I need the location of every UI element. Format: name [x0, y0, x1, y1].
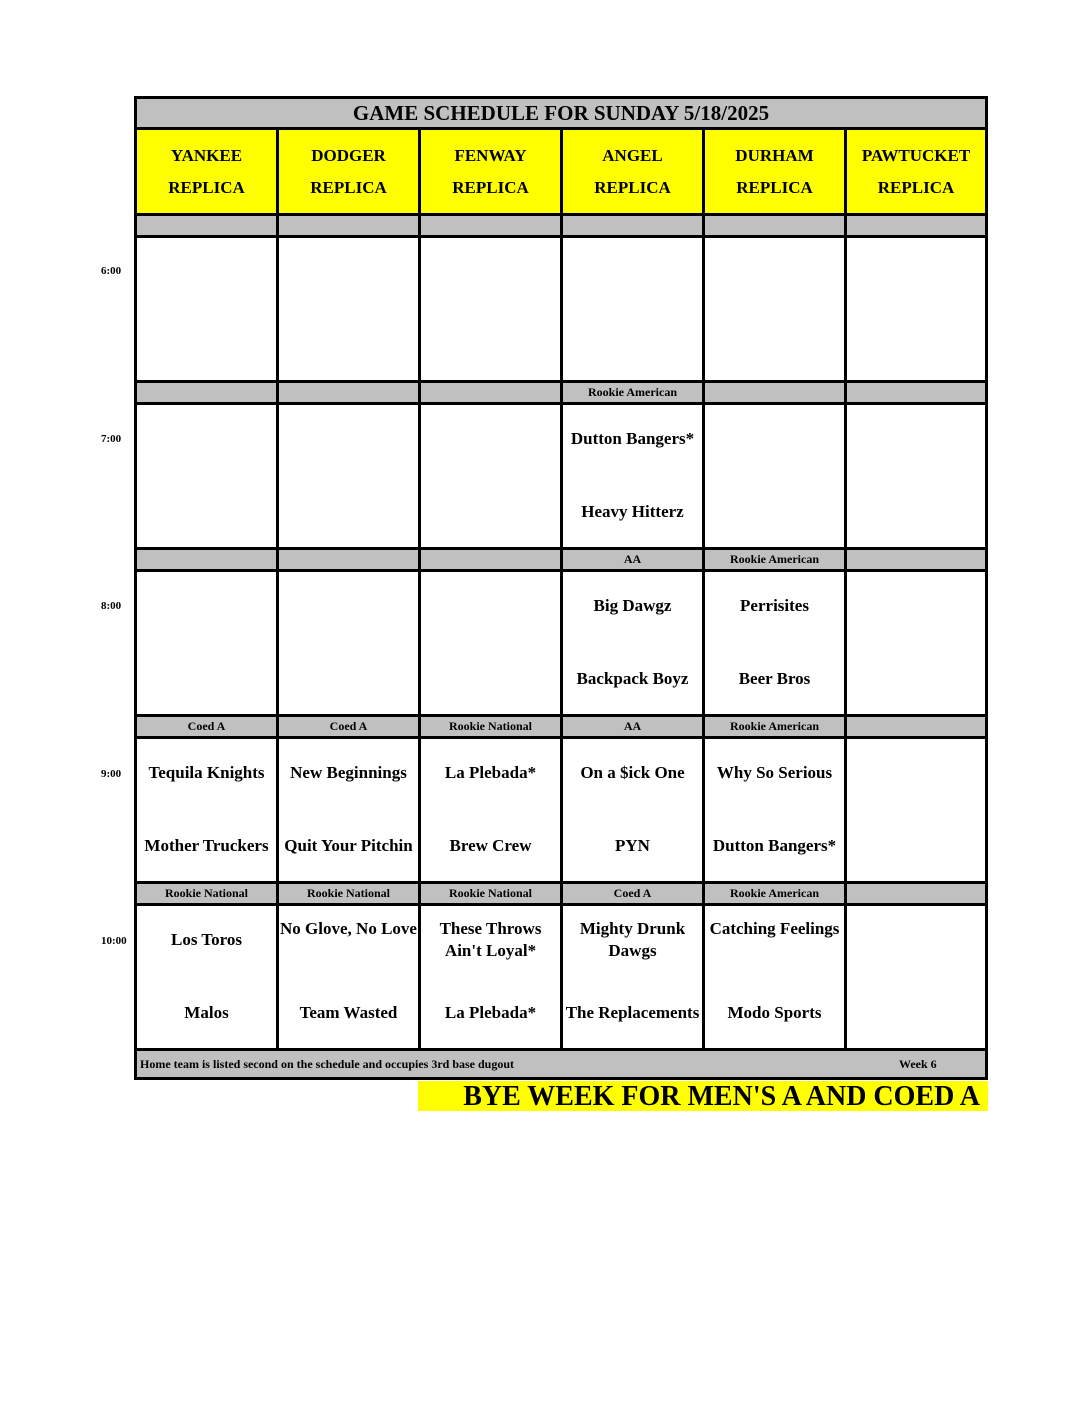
division-label: Rookie American: [563, 383, 705, 405]
field-name: ANGEL: [602, 145, 663, 165]
field-header-row: [137, 130, 985, 216]
visiting-team: Dutton Bangers*: [570, 429, 695, 448]
time-slots: [137, 216, 985, 1051]
division-label: [847, 884, 985, 906]
week-label: Week 6: [899, 1057, 937, 1071]
home-team-note: Home team is listed second on the schedule and occupies 3rd base dugout: [140, 1057, 515, 1071]
game-cell: [847, 906, 985, 1051]
division-label: Coed A: [279, 717, 421, 739]
game-cell: [563, 238, 705, 383]
field-header-pawtucket: [847, 130, 985, 216]
division-label: Rookie American: [705, 884, 847, 906]
division-label: AA: [563, 550, 705, 572]
game-row: [137, 238, 985, 383]
division-row: [137, 717, 985, 739]
visiting-team: La Plebada*: [444, 763, 537, 782]
division-label: [137, 550, 279, 572]
schedule-footer: [137, 1051, 985, 1077]
home-team: Malos: [184, 1003, 229, 1022]
game-cell: [137, 238, 279, 383]
field-name: YANKEE: [170, 145, 243, 165]
game-cell: [847, 739, 985, 884]
home-team: Brew Crew: [449, 836, 532, 855]
game-row: [137, 405, 985, 550]
division-label: [705, 383, 847, 405]
home-team: Team Wasted: [299, 1003, 398, 1022]
visiting-team: Perrisites: [740, 596, 809, 615]
home-team: Heavy Hitterz: [581, 502, 684, 521]
game-cell: [279, 405, 421, 550]
field-header-yankee: [137, 130, 279, 216]
game-cell: [137, 739, 279, 884]
game-cell: [421, 906, 563, 1051]
division-label: [137, 383, 279, 405]
division-label: Rookie National: [279, 884, 421, 906]
time-label: 10:00: [101, 935, 127, 947]
visiting-team: Tequila Knights: [148, 763, 265, 782]
field-header-dodger: [279, 130, 421, 216]
division-row: [137, 216, 985, 238]
division-label: AA: [563, 717, 705, 739]
game-cell: [847, 238, 985, 383]
field-subtitle: REPLICA: [168, 177, 245, 197]
game-row: [137, 739, 985, 884]
game-cell: [279, 572, 421, 717]
field-subtitle: REPLICA: [594, 177, 671, 197]
home-team: Backpack Boyz: [576, 669, 689, 688]
game-row: [137, 906, 985, 1051]
field-name: DODGER: [311, 145, 386, 165]
game-cell: [705, 405, 847, 550]
division-label: [279, 216, 421, 238]
field-header-fenway: [421, 130, 563, 216]
field-header-durham: [705, 130, 847, 216]
field-name: DURHAM: [735, 145, 814, 165]
game-cell: [137, 405, 279, 550]
division-label: [847, 717, 985, 739]
visiting-team: Mighty Drunk Dawgs: [579, 919, 686, 960]
visiting-team: On a $ick One: [580, 763, 685, 782]
division-label: [279, 550, 421, 572]
game-cell: [847, 405, 985, 550]
visiting-team: Catching Feelings: [709, 919, 840, 938]
game-cell: [421, 572, 563, 717]
field-subtitle: REPLICA: [736, 177, 813, 197]
game-cell: [421, 739, 563, 884]
game-cell: [279, 739, 421, 884]
game-cell: [279, 906, 421, 1051]
division-label: Rookie National: [137, 884, 279, 906]
game-cell: [705, 739, 847, 884]
game-cell: [705, 238, 847, 383]
visiting-team: Why So Serious: [716, 763, 833, 782]
division-row: [137, 884, 985, 906]
visiting-team: These Throws Ain't Loyal*: [439, 919, 542, 960]
visiting-team: Big Dawgz: [593, 596, 672, 615]
game-row: [137, 572, 985, 717]
division-label: [421, 550, 563, 572]
division-label: Rookie National: [421, 884, 563, 906]
division-label: [137, 216, 279, 238]
division-label: [847, 383, 985, 405]
division-label: Rookie National: [421, 717, 563, 739]
home-team: Modo Sports: [727, 1003, 822, 1022]
visiting-team: New Beginnings: [290, 763, 407, 782]
game-cell: [563, 572, 705, 717]
time-label: 7:00: [101, 432, 122, 445]
time-label: 6:00: [101, 265, 122, 277]
field-name: FENWAY: [454, 145, 527, 165]
division-label: [563, 216, 705, 238]
field-subtitle: REPLICA: [310, 177, 387, 197]
game-cell: [847, 572, 985, 717]
visiting-team: Los Toros: [170, 930, 243, 949]
game-cell: [279, 238, 421, 383]
field-subtitle: REPLICA: [452, 177, 529, 197]
home-team: Dutton Bangers*: [712, 836, 837, 855]
game-cell: [563, 739, 705, 884]
schedule-title: GAME SCHEDULE FOR SUNDAY 5/18/2025: [137, 99, 985, 130]
home-team: PYN: [615, 836, 650, 855]
visiting-team: No Glove, No Love: [280, 919, 417, 938]
field-name: PAWTUCKET: [861, 145, 971, 165]
home-team: La Plebada*: [444, 1003, 537, 1022]
division-label: [705, 216, 847, 238]
time-label: 8:00: [101, 600, 122, 612]
bye-week-banner: BYE WEEK FOR MEN'S A AND COED A: [418, 1081, 988, 1111]
game-cell: [137, 906, 279, 1051]
game-cell: [563, 906, 705, 1051]
division-label: [421, 216, 563, 238]
division-label: Coed A: [137, 717, 279, 739]
field-header-angel: [563, 130, 705, 216]
game-cell: [705, 906, 847, 1051]
game-cell: [137, 572, 279, 717]
game-cell: [563, 405, 705, 550]
division-label: [847, 550, 985, 572]
field-subtitle: REPLICA: [877, 177, 955, 197]
division-label: Rookie American: [705, 717, 847, 739]
game-cell: [421, 238, 563, 383]
game-cell: [705, 572, 847, 717]
home-team: Beer Bros: [738, 669, 811, 688]
division-label: [421, 383, 563, 405]
game-cell: [421, 405, 563, 550]
division-row: [137, 550, 985, 572]
time-label: 9:00: [101, 767, 122, 780]
home-team: Quit Your Pitchin: [284, 836, 413, 855]
division-label: [847, 216, 985, 238]
game-schedule-table: [134, 96, 988, 1080]
division-label: [279, 383, 421, 405]
home-team: Mother Truckers: [144, 836, 269, 855]
home-team: The Replacements: [565, 1003, 700, 1022]
division-label: Coed A: [563, 884, 705, 906]
division-label: Rookie American: [705, 550, 847, 572]
division-row: [137, 383, 985, 405]
